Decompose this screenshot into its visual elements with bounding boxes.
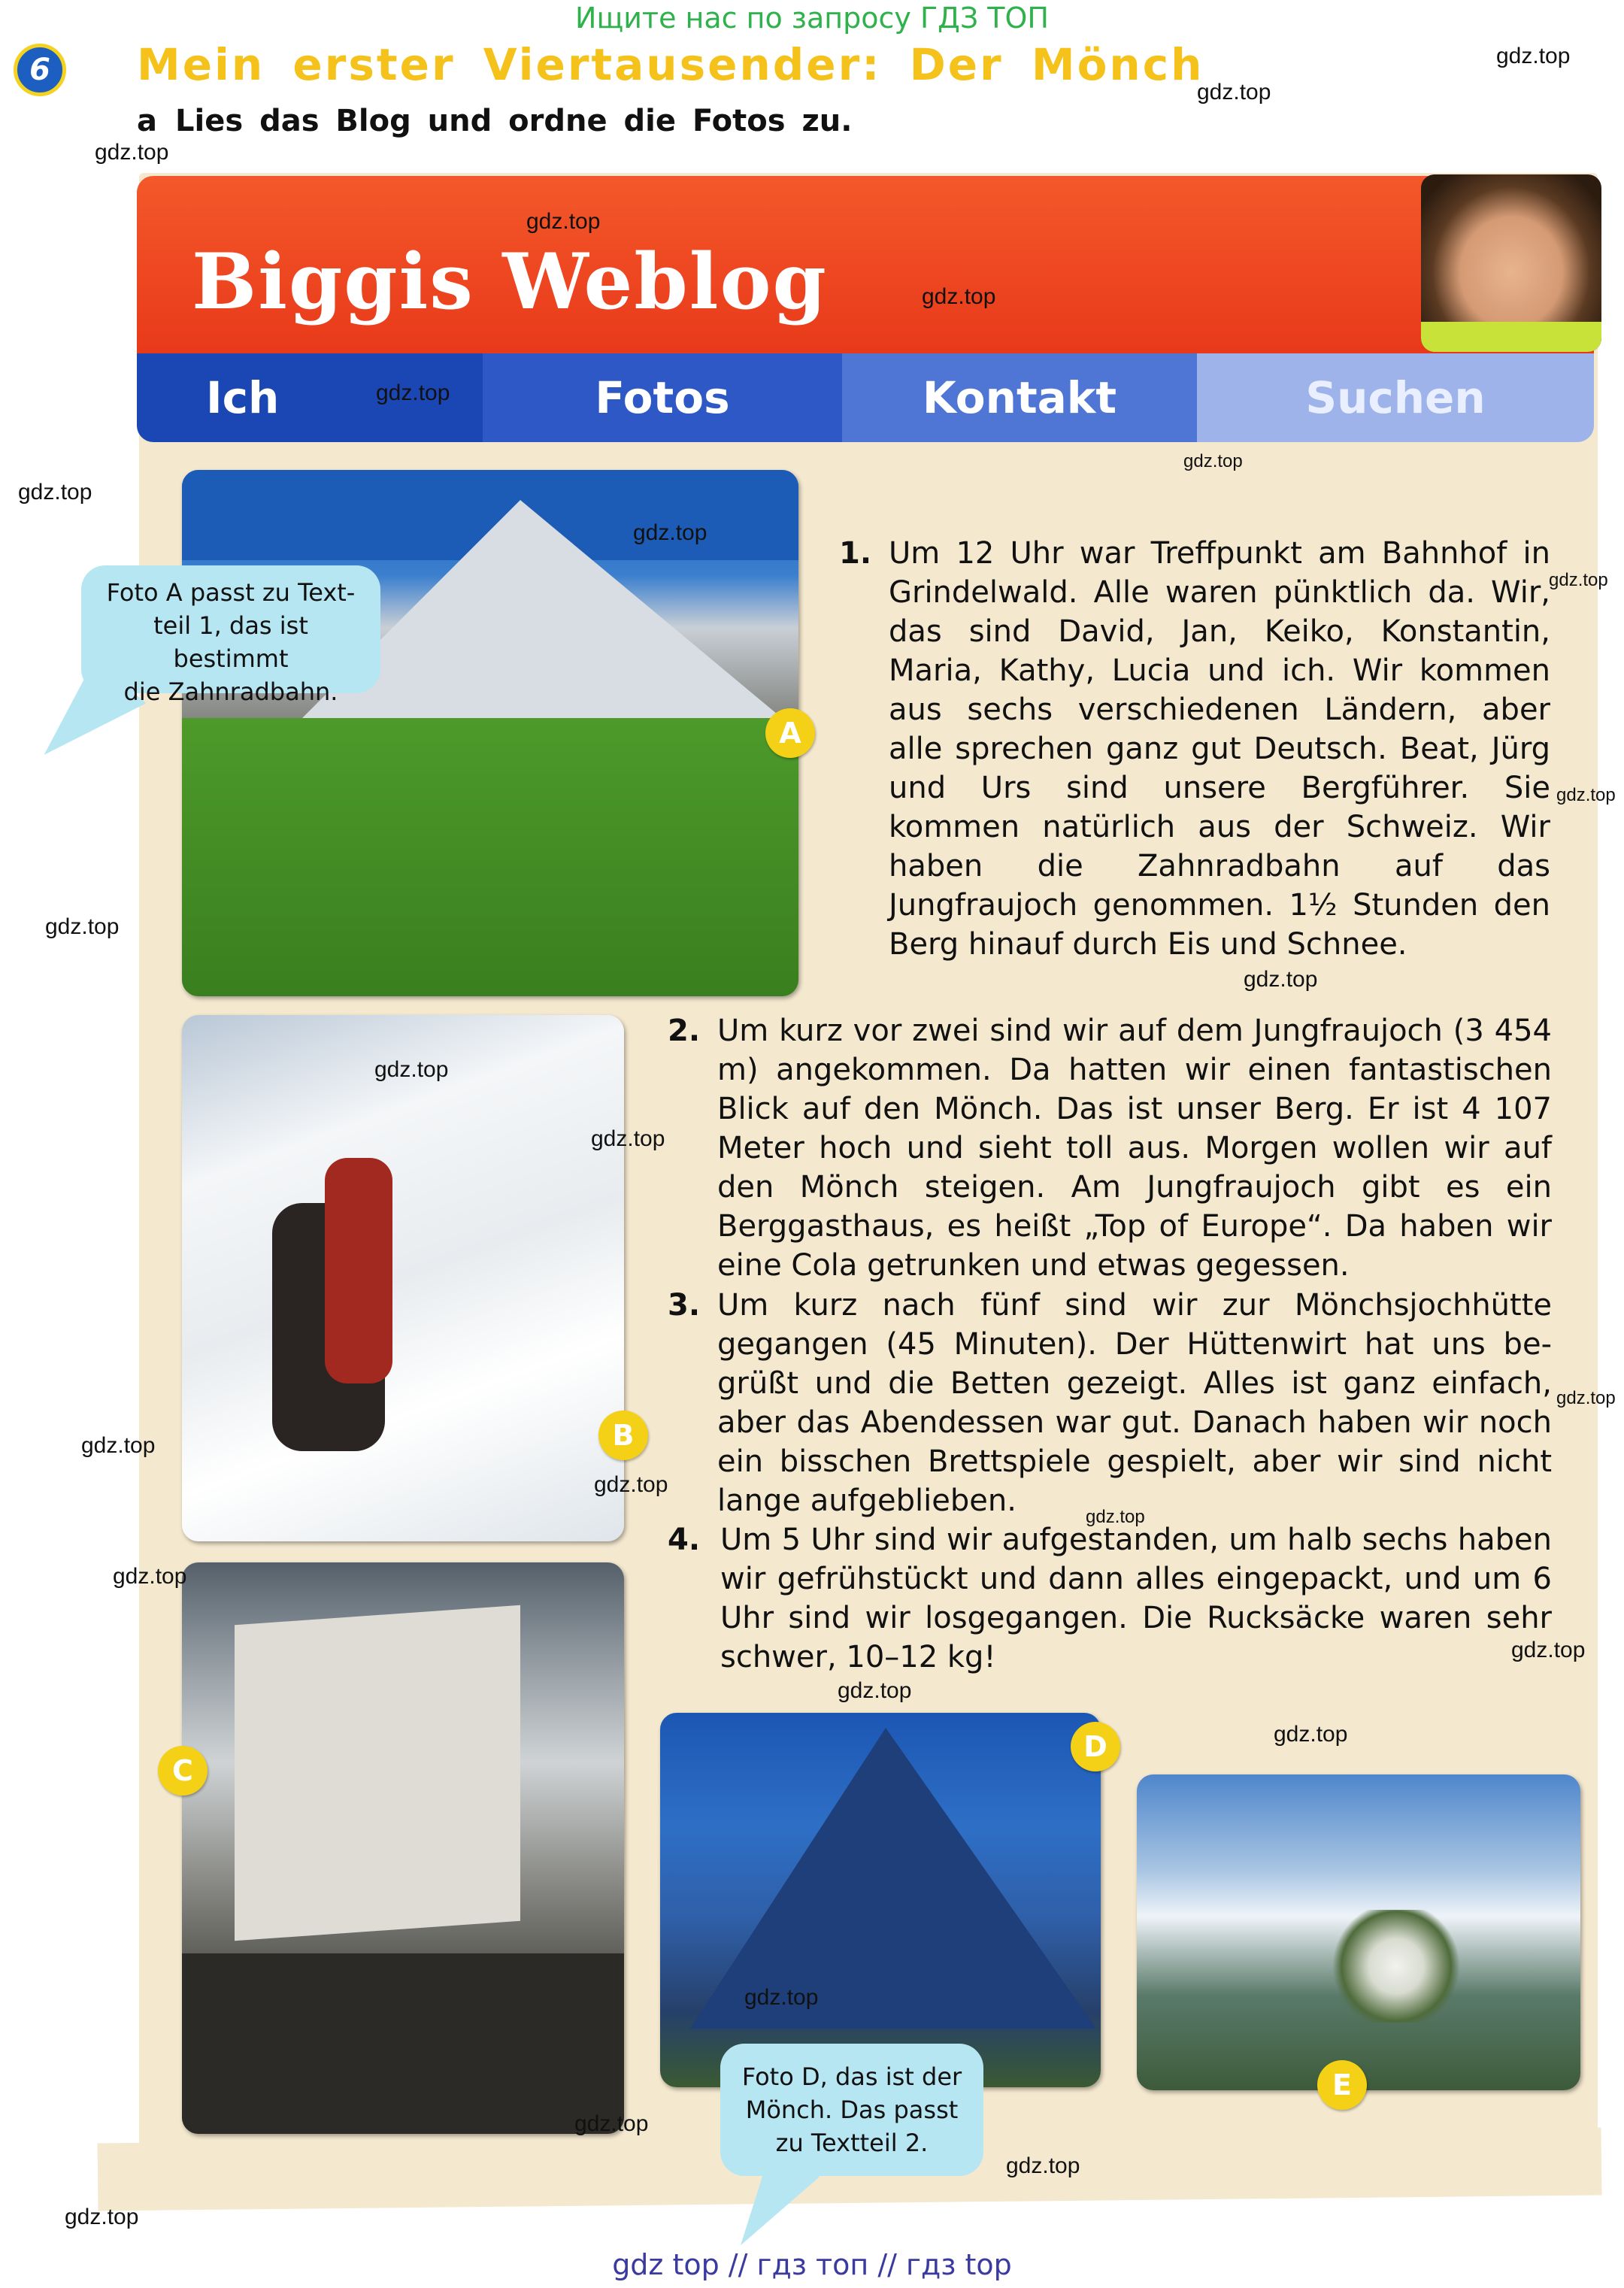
blogger-portrait	[1421, 174, 1601, 352]
paragraph-3-number: 3.	[668, 1288, 701, 1323]
bubble-2-line: zu Textteil 2.	[775, 2129, 929, 2157]
watermark: gdz.top	[1556, 785, 1616, 805]
watermark: gdz.top	[1274, 1722, 1348, 1747]
photo-d-peak	[690, 1728, 1096, 2029]
watermark: gdz.top	[594, 1472, 668, 1497]
top-note[interactable]: Ищите нас по запросу ГДЗ ТОП	[575, 2, 1049, 35]
photo-a-meadow	[182, 718, 798, 996]
nav-tab-kontakt[interactable]: Kontakt	[842, 353, 1197, 442]
task-text: Lies das Blog und ordne die Fotos zu.	[175, 104, 853, 138]
photo-d-moench	[660, 1713, 1101, 2087]
photo-marker-b: B	[598, 1411, 648, 1460]
watermark: gdz.top	[81, 1433, 156, 1458]
photo-e-flowers	[1325, 1910, 1468, 2023]
watermark: gdz.top	[1496, 44, 1571, 68]
watermark: gdz.top	[838, 1678, 912, 1703]
photo-marker-d: D	[1071, 1722, 1120, 1771]
watermark: gdz.top	[574, 2111, 649, 2136]
photo-b-climber-back	[325, 1158, 392, 1383]
watermark: gdz.top	[591, 1126, 665, 1151]
paragraph-4-number: 4.	[668, 1523, 701, 1557]
watermark: gdz.top	[374, 1057, 449, 1082]
paragraph-2-text: Um kurz vor zwei sind wir auf dem Jungfraujoch (3 454 m) angekommen. Da hatten wir einen fantastischen Blick auf den Mönch. Das ist unser Berg. Er ist 4 107 Meter hoch und sieht toll aus. Morgen wollen wir auf den Mönch steigen. Am Jungfraujoch gibt es ein Berggasthaus, es heißt „Top of Europe“. Da haben wir eine Cola getrunken und etwas gegessen.	[717, 1014, 1552, 1283]
paragraph-1-text: Um 12 Uhr war Treffpunkt am Bahnhof in Grindelwald. Alle waren pünktlich da. Wir, das sind David, Jan, Keiko, Konstantin, Maria, Kathy, Lucia und ich. Wir kommen aus sechs verschiedenen Ländern, aber alle sprechen ganz gut Deutsch. Beat, Jürg und Urs sind unsere Bergführer. Sie kommen natürlich aus der Schweiz. Wir haben die Zahnradbahn auf das Jungfraujoch genommen. 1½ Stunden den Berg hinauf durch Eis und Schnee.	[889, 536, 1550, 962]
portrait-shirt	[1421, 322, 1601, 352]
blog-title: Biggis Weblog	[192, 237, 828, 327]
watermark: gdz.top	[633, 520, 707, 545]
photo-c-hut-building	[235, 1605, 520, 1941]
nav-tab-fotos[interactable]: Fotos	[483, 353, 842, 442]
watermark: gdz.top	[95, 140, 169, 165]
paragraph-1-number: 1.	[839, 536, 872, 571]
speech-bubble-1	[81, 565, 380, 706]
photo-b-climbers	[182, 1015, 624, 1541]
watermark: gdz.top	[1549, 570, 1608, 590]
bubble-1-line: teil 1, das ist bestimmt	[153, 611, 308, 673]
photo-c-mountain-hut	[182, 1562, 624, 2134]
watermark: gdz.top	[526, 209, 601, 234]
watermark: gdz.top	[65, 2205, 139, 2229]
watermark: gdz.top	[1244, 967, 1318, 992]
photo-a-cog-railway	[182, 470, 798, 996]
watermark: gdz.top	[18, 480, 92, 505]
paragraph-4-text: Um 5 Uhr sind wir aufgestanden, um halb sechs haben wir gefrühstückt und dann alles eingepackt, und um 6 Uhr sind wir losgegangen. Die Rucksäcke waren sehr schwer, 10–12 kg!	[720, 1523, 1552, 1674]
nav-tab-ich[interactable]: Ich	[137, 353, 483, 442]
exercise-number-badge: 6	[14, 44, 66, 96]
photo-c-rocks	[182, 1953, 624, 2134]
nav-tab-suchen[interactable]: Suchen	[1197, 353, 1594, 442]
watermark: gdz.top	[1556, 1388, 1616, 1408]
paragraph-2-number: 2.	[668, 1014, 701, 1048]
watermark: gdz.top	[1197, 80, 1271, 105]
watermark: gdz.top	[1511, 1638, 1586, 1662]
watermark: gdz.top	[1006, 2153, 1080, 2178]
bubble-2-line: Mönch. Das passt	[745, 2096, 959, 2124]
watermark: gdz.top	[376, 380, 450, 405]
photo-e-edelweiss	[1137, 1774, 1580, 2090]
exercise-title: Mein erster Viertausender: Der Mönch	[137, 39, 1204, 90]
paragraph-3-text: Um kurz nach fünf sind wir zur Mönchsjochhütte gegangen (45 Minuten). Der Hüttenwirt hat uns begrüßt und die Betten gezeigt. Alles ist ganz einfach, aber das Abendessen war gut. Danach haben wir noch ein bisschen Brettspiele gespielt, aber wir sind nicht lange aufgeblieben.	[717, 1288, 1552, 1518]
task-letter: a	[137, 104, 157, 138]
watermark: gdz.top	[1183, 451, 1243, 471]
bubble-1-line: die Zahnradbahn.	[123, 677, 338, 706]
photo-marker-a: A	[765, 708, 815, 758]
task-instruction	[137, 104, 852, 138]
footer-links[interactable]: gdz top // гдз топ // гдз top	[612, 2248, 1012, 2281]
watermark: gdz.top	[1086, 1507, 1145, 1527]
watermark: gdz.top	[922, 284, 996, 309]
watermark: gdz.top	[45, 914, 120, 939]
watermark: gdz.top	[744, 1985, 819, 2010]
photo-marker-e: E	[1317, 2060, 1367, 2110]
watermark: gdz.top	[113, 1564, 187, 1589]
bubble-1-line: Foto A passt zu Text-	[106, 578, 356, 607]
speech-bubble-2	[720, 2044, 983, 2176]
bubble-2-line: Foto D, das ist der	[741, 2062, 962, 2091]
photo-marker-c: C	[158, 1746, 208, 1796]
